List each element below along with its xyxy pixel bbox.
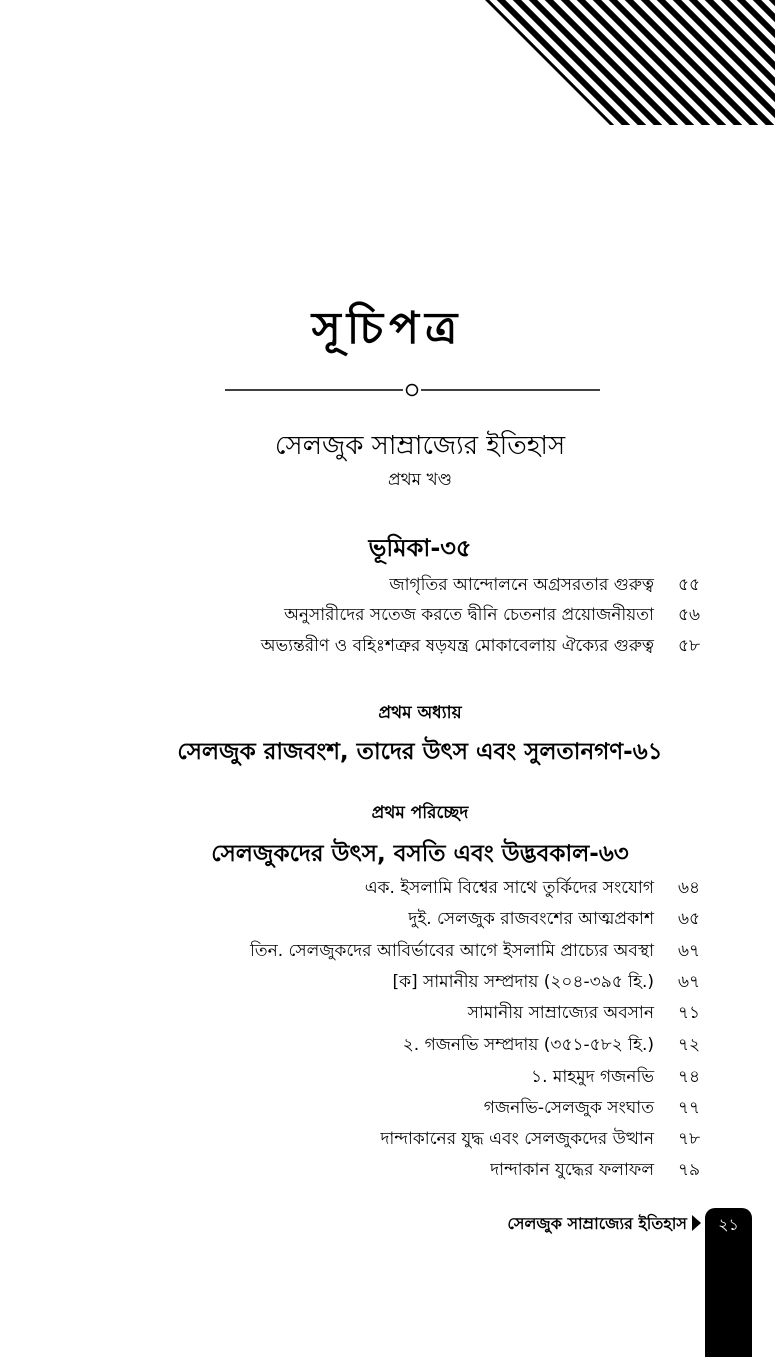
toc-entry-page: ৭১ — [678, 1003, 701, 1023]
toc-entry[interactable] — [60, 1030, 710, 1060]
section-title: সেলজুকদের উৎস, বসতি এবং উদ্ভবকাল-৬৩ — [211, 841, 629, 867]
toc-entry-text: দুই. সেলজুক রাজবংশের আত্মপ্রকাশ — [408, 909, 654, 929]
page-title: সূচিপত্র — [311, 303, 464, 354]
toc-entry-page: ৬৪ — [678, 878, 701, 898]
toc-entry-page: ৫৫ — [678, 575, 701, 595]
toc-entry[interactable] — [60, 998, 710, 1028]
toc-entry[interactable] — [60, 1124, 710, 1154]
toc-entry-text: গজনভি-সেলজুক সংঘাত — [483, 1098, 654, 1118]
toc-entry-page: ৭৮ — [678, 1129, 701, 1149]
toc-entry-page: ৬৭ — [678, 972, 701, 992]
toc-entry-page: ৬৫ — [678, 909, 701, 929]
running-title: সেলজুক সাম্রাজ্যের ইতিহাস — [507, 1214, 687, 1233]
title-divider — [225, 380, 600, 400]
toc-entry-text: এক. ইসলামি বিশ্বের সাথে তুর্কিদের সংযোগ — [364, 878, 654, 898]
toc-entry[interactable] — [60, 631, 710, 661]
toc-entry[interactable] — [60, 936, 710, 966]
toc-entry-text: ২. গজনভি সম্প্রদায় (৩৫১-৫৮২ হি.) — [402, 1035, 654, 1055]
chapter-label: প্রথম অধ্যায় — [378, 703, 462, 723]
toc-entry[interactable] — [60, 1093, 710, 1123]
book-title: সেলজুক সাম্রাজ্যের ইতিহাস — [274, 431, 566, 461]
toc-entry[interactable] — [60, 570, 710, 600]
page-number: ২১ — [718, 1215, 739, 1234]
toc-entry-text: অনুসারীদের সতেজ করতে দ্বীনি চেতনার প্রয়োজনীয়তা — [284, 605, 654, 625]
toc-entry-page: ৭৭ — [678, 1098, 701, 1118]
decorative-stripes — [485, 0, 775, 125]
toc-entry-text: জাগৃতির আন্দোলনে অগ্রসরতার গুরুত্ব — [389, 575, 654, 595]
book-subtitle: প্রথম খণ্ড — [387, 470, 453, 490]
toc-entry-page: ৭৯ — [678, 1160, 701, 1180]
toc-entry-text: সামানীয় সাম্রাজ্যের অবসান — [467, 1003, 654, 1023]
toc-entry-page: ৫৮ — [678, 636, 701, 656]
toc-entry-text: অভ্যন্তরীণ ও বহিঃশত্রুর ষড়যন্ত্র মোকাবেলায় ঐক্যের গুরুত্ব — [260, 636, 654, 656]
chapter-title: সেলজুক রাজবংশ, তাদের উৎস এবং সুলতানগণ-৬১ — [177, 739, 663, 765]
toc-entry[interactable] — [60, 1062, 710, 1092]
toc-entry-page: ৬৭ — [678, 941, 701, 961]
intro-heading: ভূমিকা-৩৫ — [368, 534, 472, 562]
toc-entry[interactable] — [60, 967, 710, 997]
page-number-tab — [705, 1208, 752, 1357]
toc-entry-text: দান্দাকান যুদ্ধের ফলাফল — [490, 1160, 654, 1180]
toc-entry-text: [ক] সামানীয় সম্প্রদায় (২০৪-৩৯৫ হি.) — [392, 972, 654, 992]
toc-entry[interactable] — [60, 904, 710, 934]
toc-entry-text: তিন. সেলজুকদের আবির্ভাবের আগে ইসলামি প্রাচ্যের অবস্থা — [249, 941, 654, 961]
toc-entry-page: ৭২ — [678, 1035, 701, 1055]
toc-entry[interactable] — [60, 600, 710, 630]
toc-entry[interactable] — [60, 1155, 710, 1185]
section-label: প্রথম পরিচ্ছেদ — [371, 803, 469, 823]
toc-entry-page: ৭৪ — [678, 1067, 701, 1087]
arrow-right-icon — [692, 1215, 701, 1231]
toc-entry-text: ১. মাহমুদ গজনভি — [531, 1067, 654, 1087]
toc-entry-text: দান্দাকানের যুদ্ধ এবং সেলজুকদের উত্থান — [380, 1129, 654, 1149]
toc-entry-page: ৫৬ — [678, 605, 701, 625]
toc-entry[interactable] — [60, 873, 710, 903]
